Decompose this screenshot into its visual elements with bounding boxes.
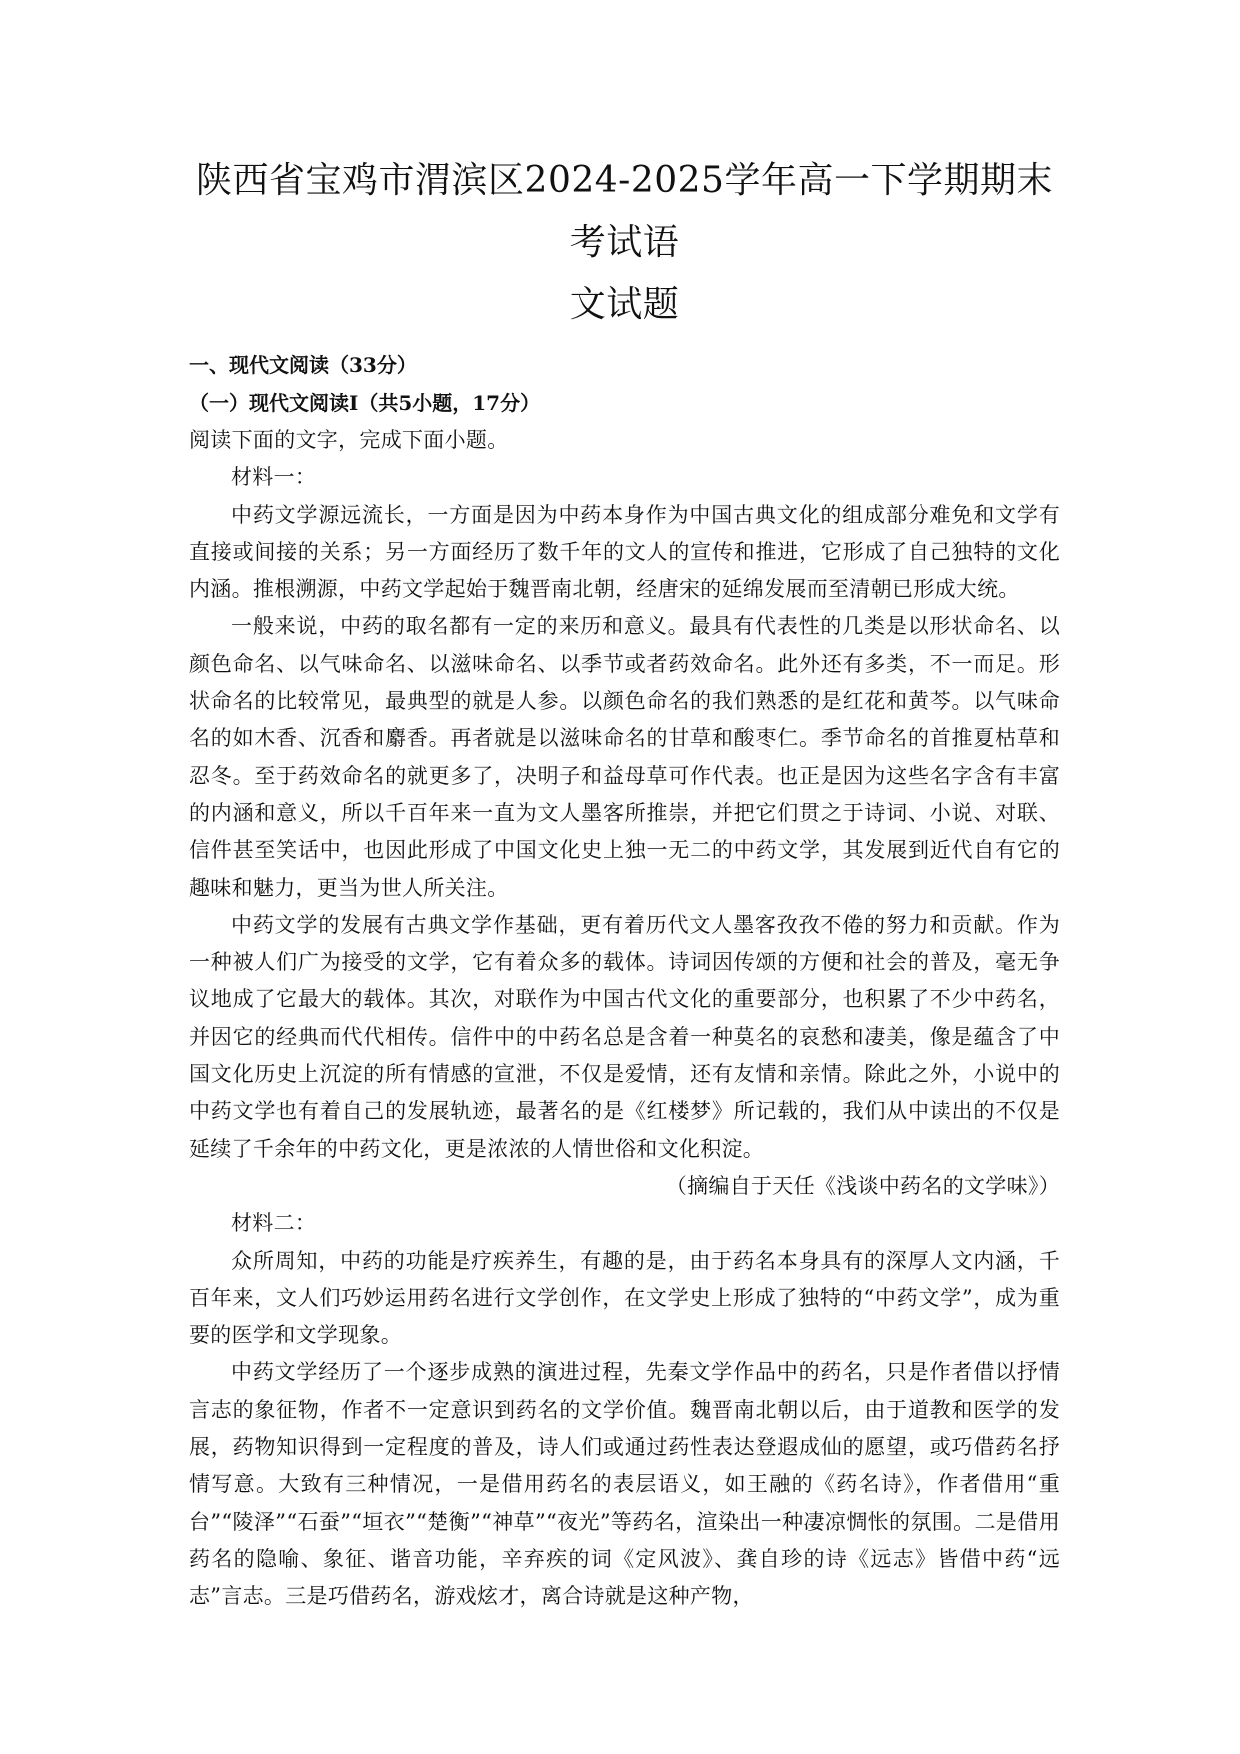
material-2-paragraph-2: 中药文学经历了一个逐步成熟的演进过程，先秦文学作品中的药名，只是作者借以抒情言志的象征物，作者不一定意识到药名的文学价值。魏晋南北朝以后，由于道教和医学的发展，药物知识得到一定程度的普及，诗人们或通过药性表达登遐成仙的愿望，或巧借药名抒情写意。大致有三种情况，一是借用药名的表层语义，如王融的《药名诗》，作者借用“重台”“陵泽”“石蚕”“垣衣”“楚衡”“神草”“夜光”等药名，渲染出一种凄凉惆怅的氛围。二是借用药名的隐喻、象征、谐音功能，辛弃疾的词《定风波》、龚自珍的诗《远志》皆借中药“远志”言志。三是巧借药名，游戏炫才，离合诗就是这种产物， — [189, 1360, 1060, 1609]
material-1-paragraph-1: 中药文学源远流长，一方面是因为中药本身作为中国古典文化的组成部分难免和文学有直接或间接的关系；另一方面经历了数千年的文人的宣传和推进，它形成了自己独特的文化内涵。推根溯源，中药文学起始于魏晋南北朝，经唐宋的延绵发展而至清朝已形成大统。 — [189, 502, 1060, 602]
material-1-source: （摘编自于天任《浅谈中药名的文学味》） — [665, 1173, 1060, 1198]
title-line-1: 陕西省宝鸡市渭滨区2024-2025学年高一下学期期末考试语 — [196, 160, 1053, 263]
section-1-heading: 一、现代文阅读（33分） — [189, 353, 417, 377]
material-1-paragraph-3: 中药文学的发展有古典文学作基础，更有着历代文人墨客孜孜不倦的努力和贡献。作为一种被人们广为接受的文学，它有着众多的载体。诗词因传颂的方便和社会的普及，毫无争议地成了它最大的载体。其次，对联作为中国古代文化的重要部分，也积累了不少中药名，并因它的经典而代代相传。信件中的中药名总是含着一种莫名的哀愁和凄美，像是蕴含了中国文化历史上沉淀的所有情感的宣泄，不仅是爱情，还有友情和亲情。除此之外，小说中的中药文学也有着自己的发展轨迹，最著名的是《红楼梦》所记载的，我们从中读出的不仅是延续了千余年的中药文化，更是浓浓的人情世俗和文化积淀。 — [189, 912, 1060, 1161]
reading-instruction: 阅读下面的文字，完成下面小题。 — [189, 428, 509, 452]
material-1-label: 材料一： — [231, 465, 317, 490]
material-1-paragraph-2: 一般来说，中药的取名都有一定的来历和意义。最具有代表性的几类是以形状命名、以颜色命名、以气味命名、以滋味命名、以季节或者药效命名。此外还有多类，不一而足。形状命名的比较常见，最典型的就是人参。以颜色命名的我们熟悉的是红花和黄芩。以气味命名的如木香、沉香和麝香。再者就是以滋味命名的甘草和酸枣仁。季节命名的首推夏枯草和忍冬。至于药效命名的就更多了，决明子和益母草可作代表。也正是因为这些名字含有丰富的内涵和意义，所以千百年来一直为文人墨客所推崇，并把它们贯之于诗词、小说、对联、信件甚至笑话中，也因此形成了中国文化史上独一无二的中药文学，其发展到近代自有它的趣味和魅力，更当为世人所关注。 — [189, 614, 1060, 900]
document-title — [189, 150, 1060, 336]
material-2-paragraph-1: 众所周知，中药的功能是疗疾养生，有趣的是，由于药名本身具有的深厚人文内涵，千百年来，文人们巧妙运用药名进行文学创作，在文学史上形成了独特的“中药文学”，成为重要的医学和文学现象。 — [189, 1248, 1060, 1348]
subsection-1-heading: （一）现代文阅读Ⅰ（共5小题，17分） — [189, 391, 541, 415]
title-line-2: 文试题 — [569, 284, 680, 325]
material-2-label: 材料二： — [231, 1211, 317, 1236]
